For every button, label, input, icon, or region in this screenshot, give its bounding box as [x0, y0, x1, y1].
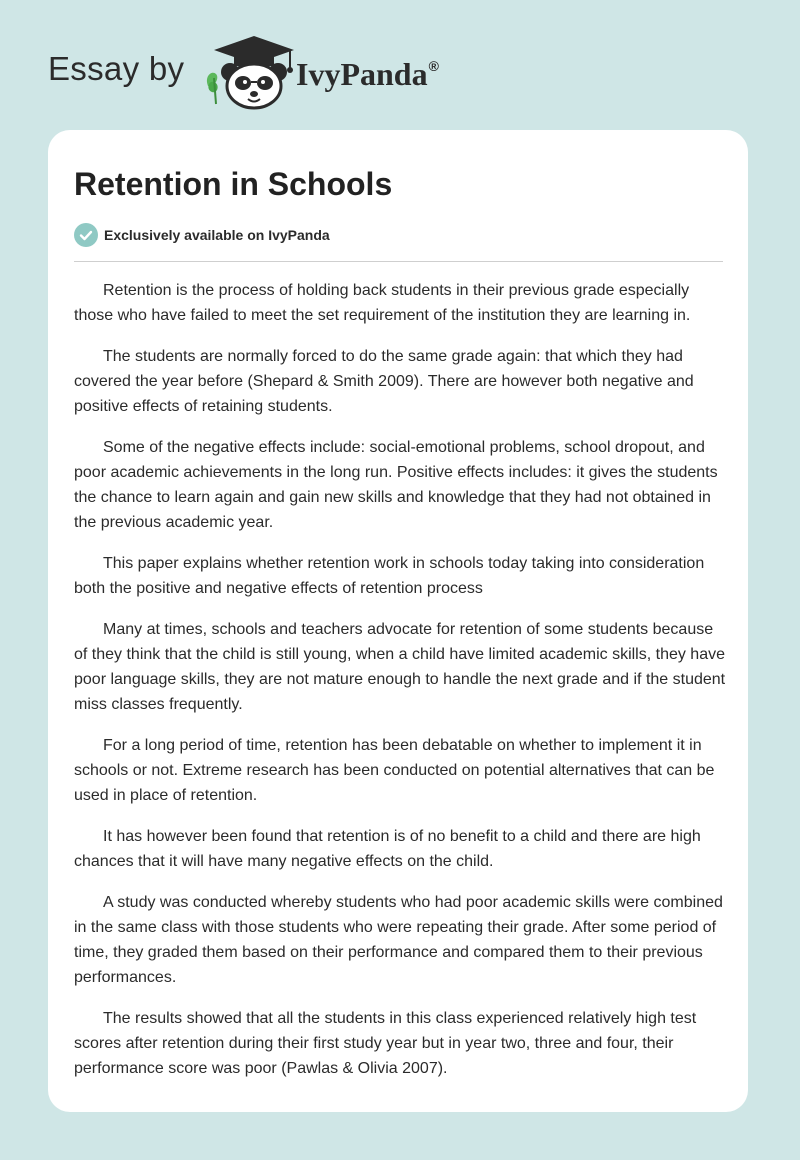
paragraph: A study was conducted whereby students who had poor academic skills were combined in the same class with those students who were repeating their grade. After some period of time, they graded them based on their performance and compared them to their previous performances.: [74, 894, 723, 986]
brand-name: IvyPanda: [296, 56, 428, 92]
title-divider: [74, 261, 723, 262]
article-card: [48, 130, 748, 1112]
paragraph: Retention is the process of holding back students in their previous grade especially those who have failed to meet the set requirement of the institution they are learning in.: [74, 282, 691, 324]
brand-logo-text: [296, 56, 439, 93]
essay-by-label: Essay by: [48, 50, 185, 87]
paragraph: It has however been found that retention is of no benefit to a child and there are high chances that it will have many negative effects on the child.: [74, 828, 701, 870]
paragraph: The results showed that all the students in this class experienced relatively high test scores after retention during their first study year but in year two, three and four, their performance score was poor (Pawlas & Olivia 2007).: [74, 1010, 697, 1077]
paragraph: Many at times, schools and teachers advocate for retention of some students because of they think that the child is still young, when a child have limited academic skills, they have poor language skills, they are not mature enough to handle the next grade and if the student miss classes frequently.: [74, 621, 726, 713]
panda-graduate-icon: [202, 34, 298, 110]
exclusive-badge-text: Exclusively available on IvyPanda: [104, 227, 330, 243]
check-circle-icon: [74, 223, 98, 247]
article-body: [74, 278, 726, 1097]
registered-mark: ®: [428, 58, 439, 74]
site-header: [48, 34, 748, 114]
paragraph: Some of the negative effects include: social-emotional problems, school dropout, and poor academic achievements in the long run. Positive effects includes: it gives the students the chance to learn again and gain new skills and knowledge that they had not obtained in the previous academic year.: [74, 439, 718, 531]
paragraph: This paper explains whether retention work in schools today taking into consideration both the positive and negative effects of retention process: [74, 555, 705, 597]
paragraph: For a long period of time, retention has been debatable on whether to implement it in schools or not. Extreme research has been conducted on potential alternatives that can be used in place of retention.: [74, 737, 715, 804]
article-title: Retention in Schools: [74, 166, 393, 202]
exclusive-badge: [74, 223, 330, 247]
paragraph: The students are normally forced to do the same grade again: that which they had covered the year before (Shepard & Smith 2009). There are however both negative and positive effects of retaining students.: [74, 348, 694, 415]
